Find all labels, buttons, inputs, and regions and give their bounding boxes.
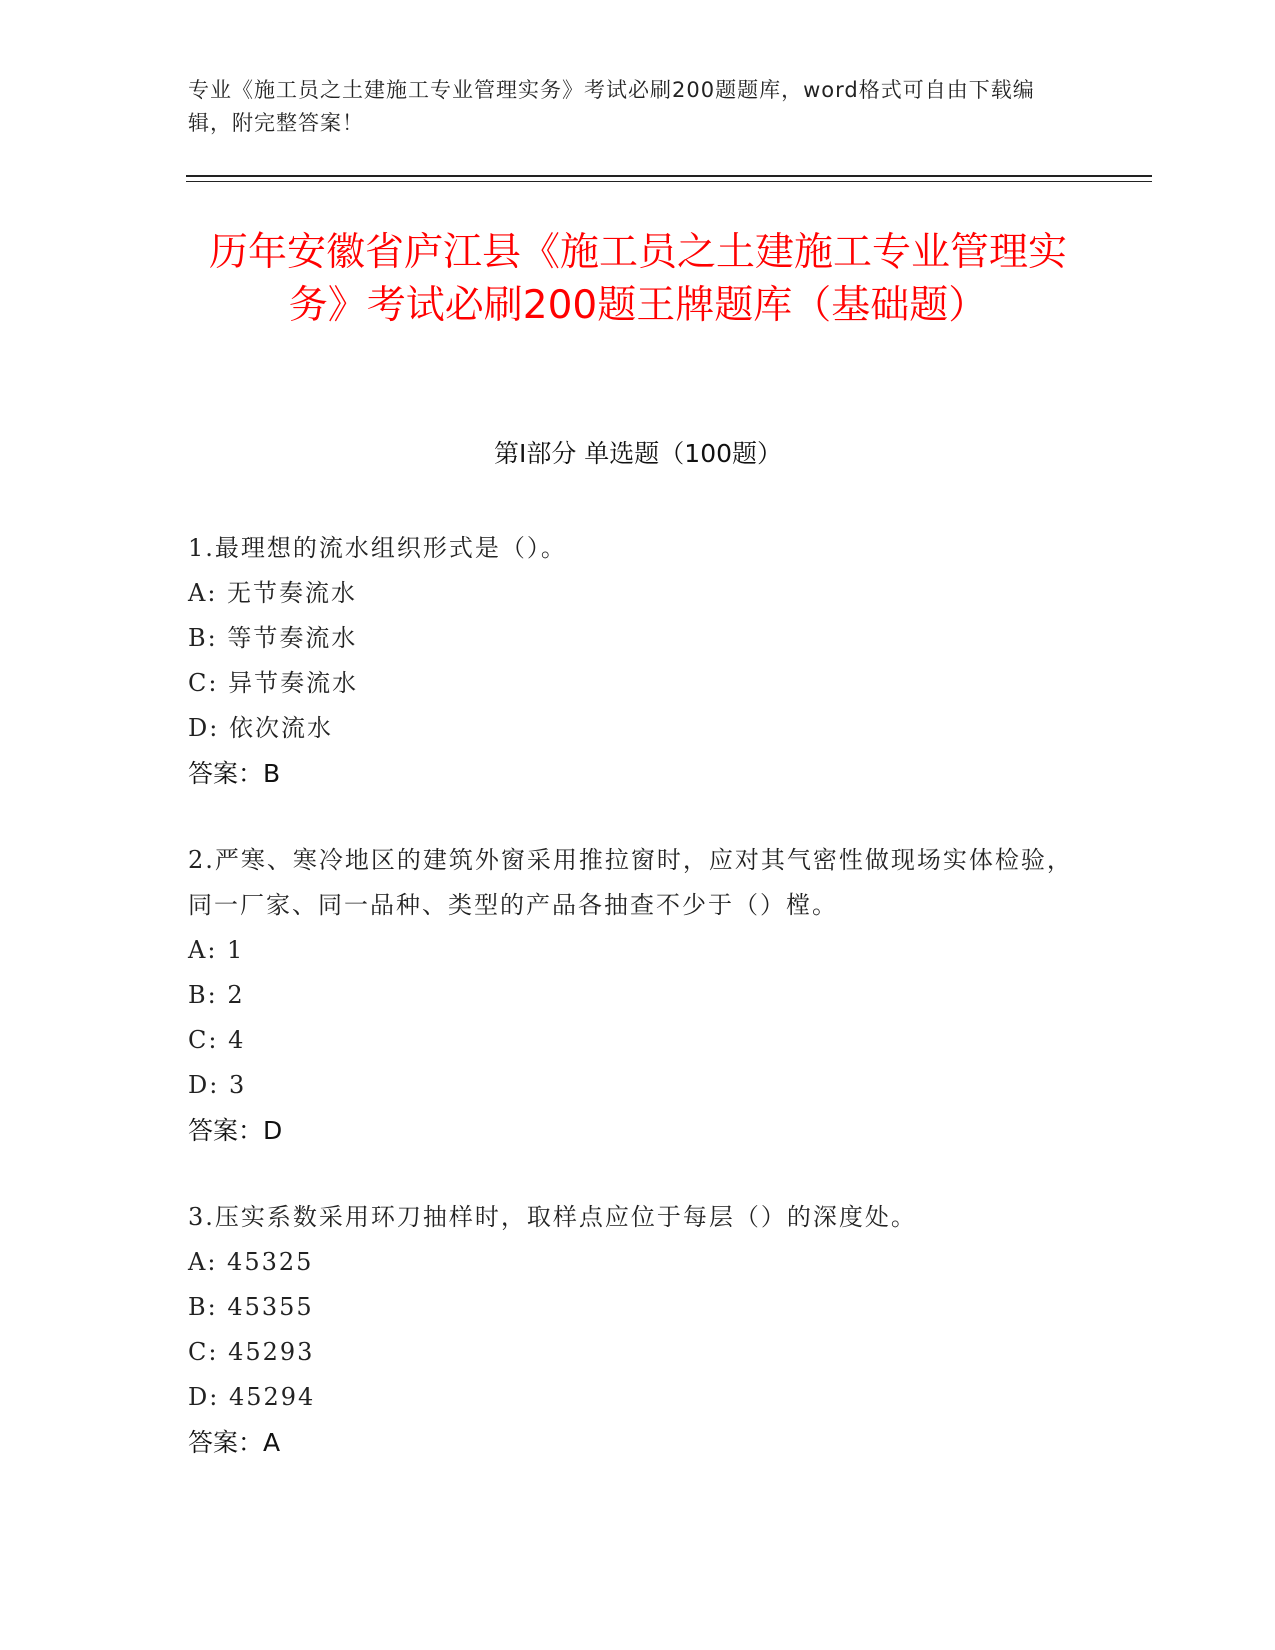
header-rule-thin xyxy=(186,181,1152,182)
answer-line: 答案：B xyxy=(188,759,281,788)
question-stem: 1.最理想的流水组织形式是（）。 xyxy=(188,534,567,562)
option-c: C: 4 xyxy=(188,1026,246,1054)
option-a: A: 45325 xyxy=(188,1248,314,1276)
option-b: B: 等节奏流水 xyxy=(188,624,358,652)
header-note: 专业《施工员之土建施工专业管理实务》考试必刷200题题库，word格式可自由下载编辑，附完整答案！ xyxy=(188,78,1035,135)
section-title: 第I部分 单选题（100题） xyxy=(493,439,783,468)
answer-line: 答案：D xyxy=(188,1116,283,1145)
question-1 xyxy=(188,526,1088,796)
option-a: A: 1 xyxy=(188,936,245,964)
question-2 xyxy=(188,838,1088,1153)
header-rule-thick xyxy=(186,175,1152,177)
option-d: D: 3 xyxy=(188,1071,247,1099)
option-b: B: 45355 xyxy=(188,1293,314,1321)
option-c: C: 异节奏流水 xyxy=(188,669,359,697)
option-d: D: 45294 xyxy=(188,1383,316,1411)
answer-line: 答案：A xyxy=(188,1428,281,1457)
option-d: D: 依次流水 xyxy=(188,714,333,742)
option-b: B: 2 xyxy=(188,981,245,1009)
question-3 xyxy=(188,1195,1088,1465)
document-title: 历年安徽省庐江县《施工员之土建施工专业管理实务》考试必刷200题王牌题库（基础题） xyxy=(208,230,1067,328)
question-stem: 3.压实系数采用环刀抽样时，取样点应位于每层（）的深度处。 xyxy=(188,1203,917,1231)
question-list xyxy=(188,526,1088,1465)
question-stem: 2.严寒、寒冷地区的建筑外窗采用推拉窗时，应对其气密性做现场实体检验，同一厂家、同一品种、类型的产品各抽查不少于（）樘。 xyxy=(188,846,1073,919)
option-c: C: 45293 xyxy=(188,1338,315,1366)
option-a: A: 无节奏流水 xyxy=(188,579,358,607)
